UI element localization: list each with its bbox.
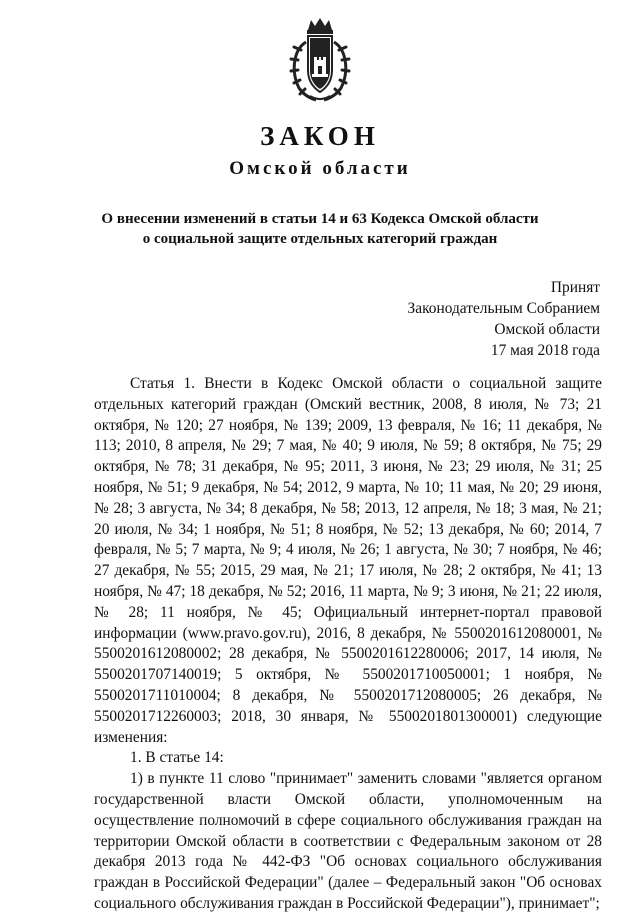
omsk-coat-of-arms-icon: [289, 16, 351, 102]
law-name: [40, 209, 600, 249]
item-1-paragraph: 1. В статье 14:: [130, 749, 224, 767]
law-body: [94, 374, 602, 915]
adoption-block: [408, 277, 600, 361]
adoption-line-1: Принят: [550, 279, 600, 296]
adoption-line-2: Законодательным Собранием: [407, 300, 600, 317]
law-name-line-2: о социальной защите отдельных категорий граждан: [142, 231, 498, 247]
subitem-1-paragraph: 1) в пункте 11 слово "принимает" заменить словами "является органом государственной власти Омской области, уполномоченным на осуществление полномочий в сфере социального обслуживания граждан на территории Омской области в соответствии с Федеральным законом от 28 декабря 2013 года № 442-ФЗ "Об основах социального обслуживания граждан в Российской Федерации" (далее – Федеральный закон "Об основах социального обслуживания граждан в Российской Федерации"), принимает";: [94, 770, 602, 912]
law-name-line-1: О внесении изменений в статьи 14 и 63 Кодекса Омской области: [101, 211, 539, 227]
adoption-line-3: Омской области: [494, 321, 600, 338]
article-1-paragraph: Статья 1. Внести в Кодекс Омской области о социальной защите отдельных категорий граждан (Омский вестник, 2008, 8 июля, № 73; 21 октября, № 120; 27 ноября, № 139; 2009, 13 февраля, № 16; 11 декабря, № 113; 2010, 8 апреля, № 29; 7 мая, № 40; 9 июля, № 59; 8 октября, № 75; 29 октября, № 78; 31 декабря, № 95; 2011, 3 июня, № 23; 29 июля, № 31; 25 ноября, № 51; 9 декабря, № 54; 2012, 9 марта, № 10; 11 мая, № 20; 29 июня, № 28; 3 августа, № 34; 8 декабря, № 58; 2013, 12 апреля, № 18; 3 мая, № 21; 20 июля, № 34; 1 ноября, № 51; 8 ноября, № 52; 13 декабря, № 60; 2014, 7 февраля, № 5; 7 марта, № 9; 4 июля, № 26; 1 августа, № 30; 7 ноября, № 46; 27 декабря, № 55; 2015, 29 мая, № 21; 17 июля, № 28; 2 октября, № 41; 13 ноября, № 47; 18 декабря, № 52; 2016, 11 марта, № 9; 3 июня, № 21; 22 июля, № 28; 11 ноября, № 45; Официальный интернет-портал правовой информации (www.pravo.gov.ru), 2016, 8 декабря, № 5500201612080001, № 5500201612080002; 28 декабря, № 5500201612280006; 2017, 14 июля, № 5500201707140019; 5 октября, № 5500201710050001; 1 ноября, № 5500201711010004; 8 декабря, № 5500201712080005; 26 декабря, № 5500201712260003; 2018, 30 января, № 5500201801300001) следующие изменения:: [94, 375, 602, 746]
document-subtitle: Омской области: [229, 158, 411, 179]
adoption-date: 17 мая 2018 года: [490, 342, 600, 359]
document-title: ЗАКОН: [260, 121, 380, 151]
